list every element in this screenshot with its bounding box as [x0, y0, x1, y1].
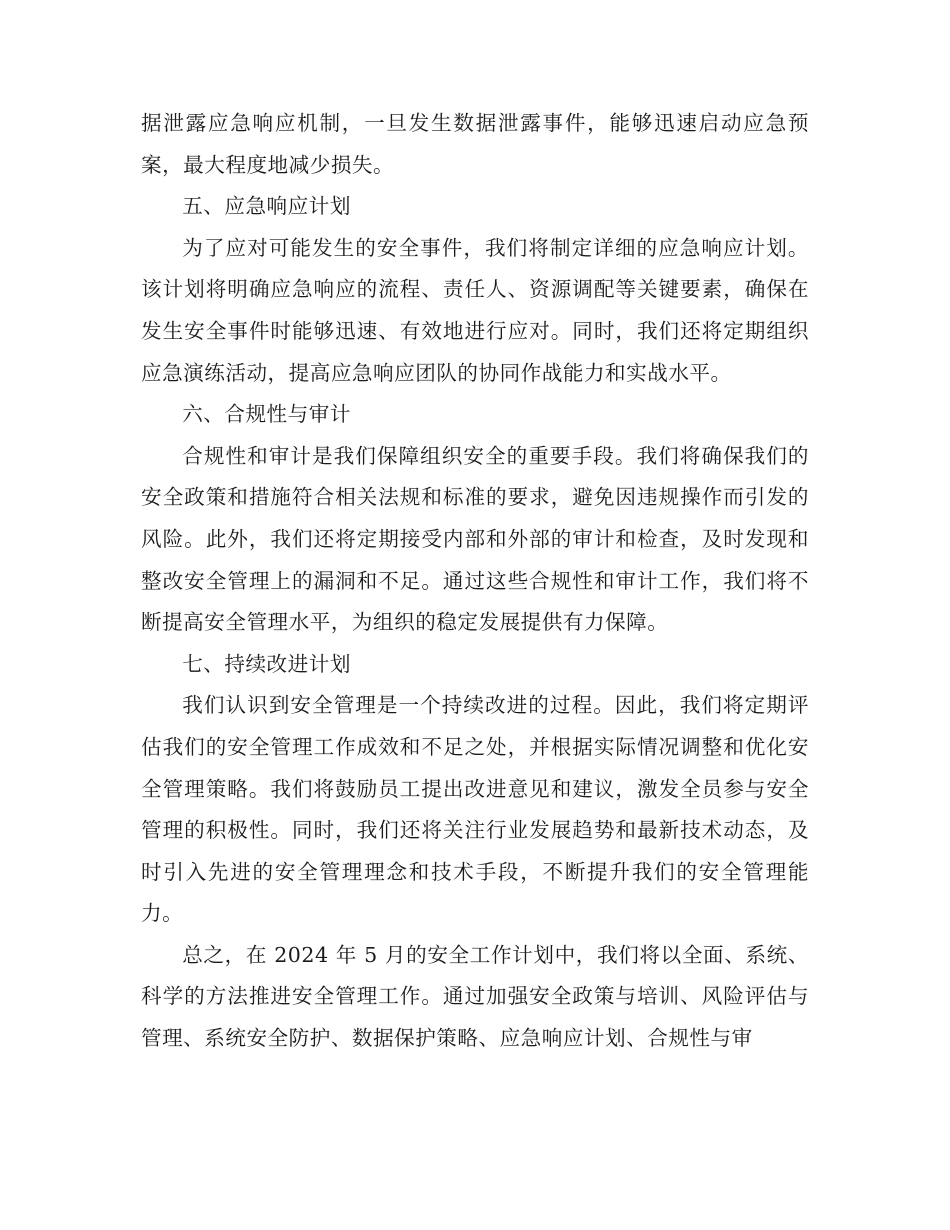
document-body: [141, 103, 809, 1060]
section-heading-continuous-improvement: 七、持续改进计划: [182, 651, 351, 676]
section-heading-compliance-audit: 六、合规性与审计: [182, 402, 351, 427]
paragraph-emergency-response: 为了应对可能发生的安全事件，我们将制定详细的应急响应计划。该计划将明确应急响应的流程、责任人、资源调配等关键要素，确保在发生安全事件时能够迅速、有效地进行应对。同时，我们还将定期组织应急演练活动，提高应急响应团队的协同作战能力和实战水平。: [141, 235, 809, 385]
paragraph-continuous-improvement: 我们认识到安全管理是一个持续改进的过程。因此，我们将定期评估我们的安全管理工作成效和不足之处，并根据实际情况调整和优化安全管理策略。我们将鼓励员工提出改进意见和建议，激发全员参与安全管理的积极性。同时，我们还将关注行业发展趋势和最新技术动态，及时引入先进的安全管理理念和技术手段，不断提升我们的安全管理能力。: [141, 693, 809, 926]
paragraph-summary: 总之，在 2024 年 5 月的安全工作计划中，我们将以全面、系统、科学的方法推进安全管理工作。通过加强安全政策与培训、风险评估与管理、系统安全防护、数据保护策略、应急响应计划、合规性与审: [141, 942, 809, 1051]
paragraph-compliance-audit: 合规性和审计是我们保障组织安全的重要手段。我们将确保我们的安全政策和措施符合相关法规和标准的要求，避免因违规操作而引发的风险。此外，我们还将定期接受内部和外部的审计和检查，及时发现和整改安全管理上的漏洞和不足。通过这些合规性和审计工作，我们将不断提高安全管理水平，为组织的稳定发展提供有力保障。: [141, 443, 809, 635]
section-heading-emergency-response: 五、应急响应计划: [182, 194, 351, 219]
paragraph-data-leak-continuation: 据泄露应急响应机制，一旦发生数据泄露事件，能够迅速启动应急预案，最大程度地减少损失。: [141, 111, 809, 177]
